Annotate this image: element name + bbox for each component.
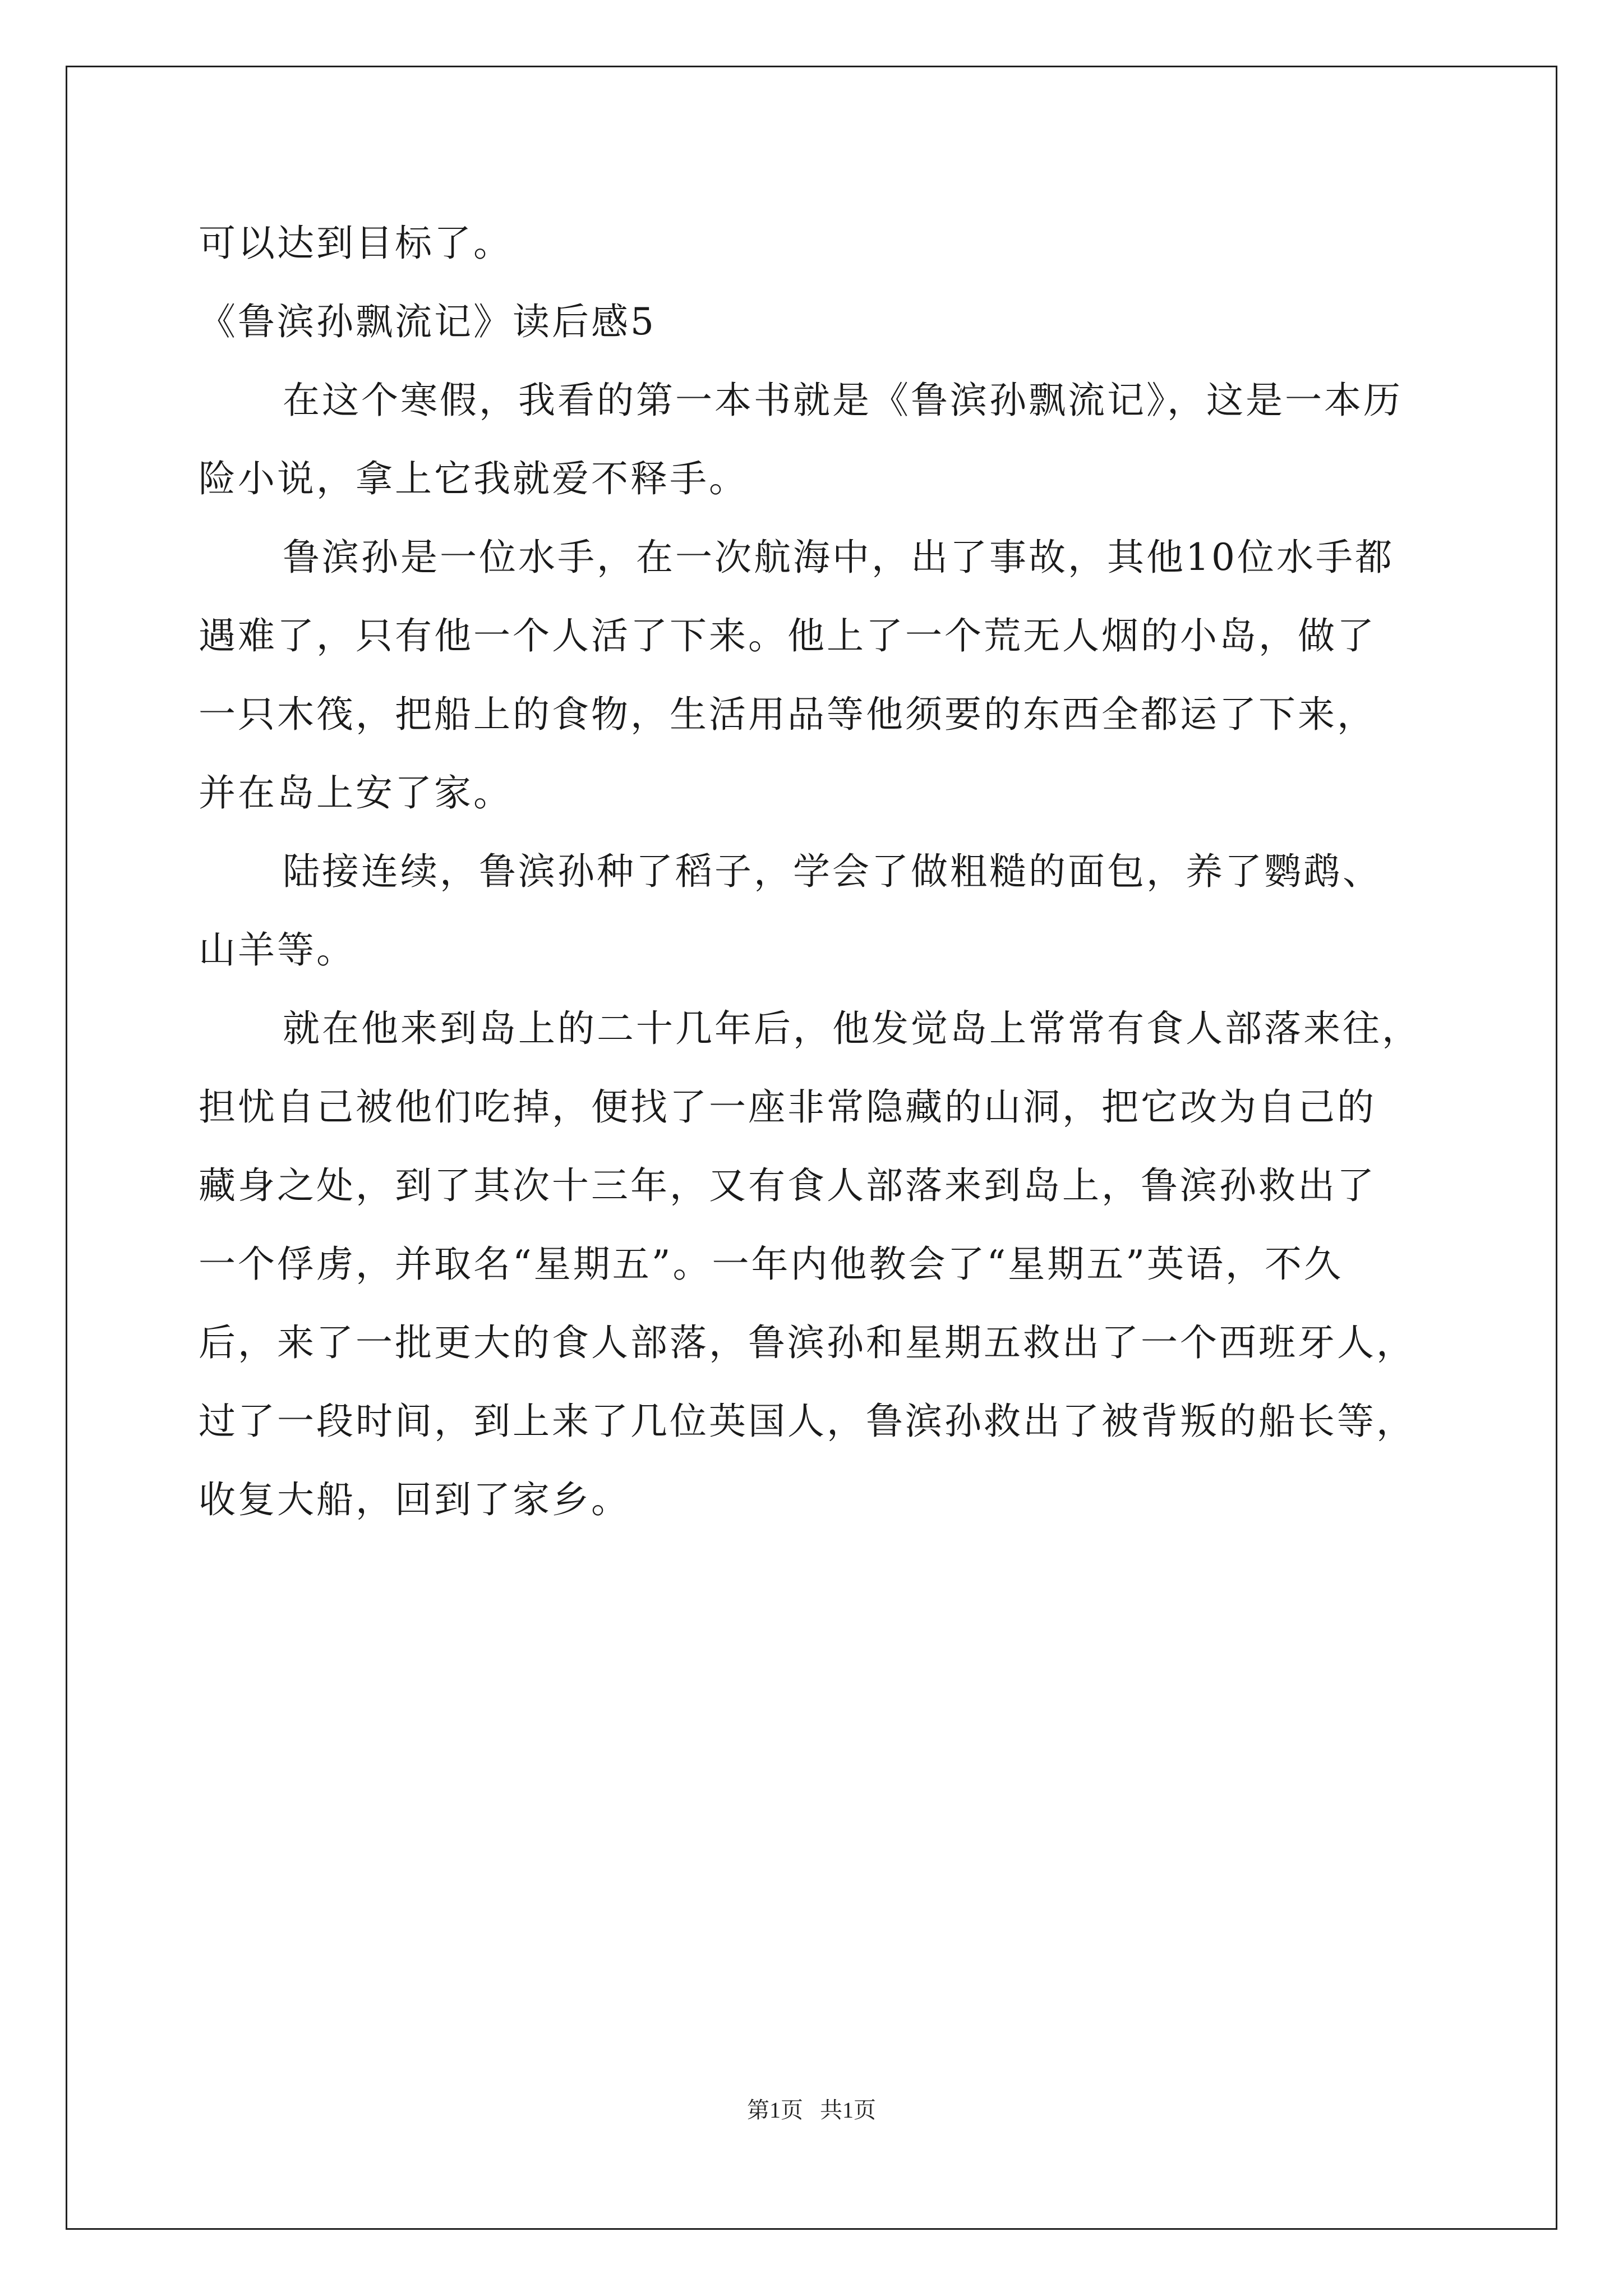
text-line: 收复大船，回到了家乡。 [199,1478,630,1521]
page-number-total: 共1页 [820,2097,876,2123]
text-line: 山羊等。 [199,928,356,972]
text-line: 遇难了，只有他一个人活了下来。他上了一个荒无人烟的小岛，做了 [199,614,1376,657]
paragraph-start: 在这个寒假，我看的第一本书就是《鲁滨孙飘流记》，这是一本历 [283,379,1403,422]
text-line: 过了一段时间，到上来了几位英国人，鲁滨孙救出了被背叛的船长等， [199,1400,1415,1443]
paragraph-start: 陆接连续，鲁滨孙种了稻子，学会了做粗糙的面包，养了鹦鹉、 [283,850,1382,893]
text-line: 可以达到目标了。 [199,222,513,265]
text-line: 藏身之处，到了其次十三年，又有食人部落来到岛上，鲁滨孙救出了 [199,1164,1376,1207]
text-line: 险小说，拿上它我就爱不释手。 [199,457,748,500]
text-line: 一个俘虏，并取名“星期五”。一年内他教会了“星期五”英语，不久 [199,1243,1343,1286]
section-title: 《鲁滨孙飘流记》读后感5 [199,300,656,343]
text-line: 一只木筏，把船上的食物，生活用品等他须要的东西全都运了下来， [199,693,1376,736]
text-line: 并在岛上安了家。 [199,771,513,815]
page-number-current: 第1页 [747,2097,803,2123]
page-footer [0,2092,1623,2124]
document-body [199,204,1432,1539]
paragraph-start: 就在他来到岛上的二十几年后，他发觉岛上常常有食人部落来往， [283,1007,1421,1050]
text-line: 担忧自己被他们吃掉，便找了一座非常隐藏的山洞，把它改为自己的 [199,1085,1376,1129]
paragraph-start: 鲁滨孙是一位水手，在一次航海中，出了事故，其他10位水手都 [283,536,1394,579]
text-line: 后，来了一批更大的食人部落，鲁滨孙和星期五救出了一个西班牙人， [199,1321,1415,1364]
